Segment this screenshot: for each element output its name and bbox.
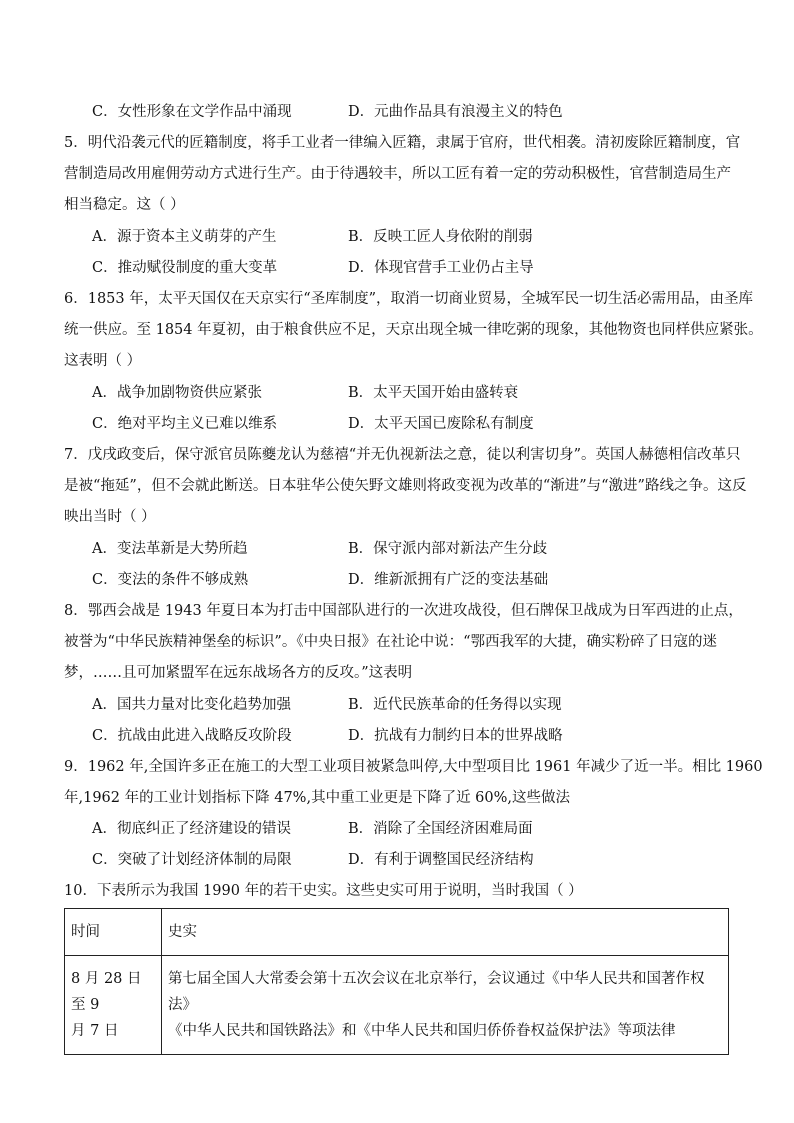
option-c: C．女性形象在文学作品中涌现 [92,104,292,120]
option-d: D．有利于调整国民经济结构 [348,852,534,868]
option-a: A．源于资本主义萌芽的产生 [92,229,277,245]
question-stem-line: 9．1962 年,全国许多正在施工的大型工业项目被紧急叫停,大中型项目比 1961 年减少了近一半。相比 1960 [64,759,763,775]
option-c: C．推动赋役制度的重大变革 [92,260,278,276]
question-stem-line: 被誉为“中华民族精神堡垒的标识”。《中央日报》在社论中说：“鄂西我军的大捷，确实粉碎了日寇的迷 [64,634,717,650]
option-c: C．变法的条件不够成熟 [92,572,249,588]
table-header-facts: 史实 [162,909,729,956]
option-a: A．国共力量对比变化趋势加强 [92,697,291,713]
cell-line: 月 7 日 [71,1023,119,1039]
cell-line: 第七届全国人大常委会第十五次会议在北京举行，会议通过《中华人民共和国著作权法》 [168,971,705,1013]
option-b: B．消除了全国经济困难局面 [348,821,533,837]
question-stem-line: 10．下表所示为我国 1990 年的若干史实。这些史实可用于说明，当时我国（ ） [64,883,583,899]
question-stem-line: 相当稳定。这（ ） [64,197,185,213]
option-c: C．突破了计划经济体制的局限 [92,852,292,868]
table-header-row [65,909,729,956]
option-a: A．战争加剧物资供应紧张 [92,385,262,401]
option-d: D．维新派拥有广泛的变法基础 [348,572,549,588]
table-header-time: 时间 [65,909,162,956]
option-b: B．反映工匠人身依附的削弱 [348,229,533,245]
history-facts-table [64,908,729,1055]
question-stem-line: 是被“拖延”，但不会就此断送。日本驻华公使矢野文雄则将政变视为改革的“渐进”与“激进”路线之争。这反 [64,478,747,494]
option-c: C．抗战由此进入战略反攻阶段 [92,728,292,744]
table-row [65,956,729,1055]
option-a: A．彻底纠正了经济建设的错误 [92,821,291,837]
table-cell-fact [162,956,729,1055]
option-c: C．绝对平均主义已难以维系 [92,416,278,432]
cell-line: 《中华人民共和国铁路法》和《中华人民共和国归侨侨眷权益保护法》等项法律 [168,1023,676,1039]
question-stem-line: 营制造局改用雇佣劳动方式进行生产。由于待遇较丰，所以工匠有着一定的劳动积极性，官营制造局生产 [64,166,731,182]
option-d: D．元曲作品具有浪漫主义的特色 [348,104,563,120]
question-stem-line: 5．明代沿袭元代的匠籍制度，将手工业者一律编入匠籍，隶属于官府，世代相袭。清初废除匠籍制度，官 [64,135,741,151]
option-b: B．保守派内部对新法产生分歧 [348,541,548,557]
option-d: D．体现官营手工业仍占主导 [348,260,534,276]
question-stem-line: 梦，……且可加紧盟军在远东战场各方的反攻。”这表明 [64,665,413,681]
question-stem-line: 8．鄂西会战是 1943 年夏日本为打击中国部队进行的一次进攻战役，但石牌保卫战成为日军西进的止点， [64,603,743,619]
question-stem-line: 映出当时（ ） [64,509,156,525]
question-stem-line: 7．戊戌政变后，保守派官员陈夔龙认为慈禧“并无仇视新法之意，徒以利害切身”。英国人赫德相信改革只 [64,447,741,463]
table-cell-time [65,956,162,1055]
cell-line: 8 月 28 日至 9 [71,971,142,1013]
option-a: A．变法革新是大势所趋 [92,541,248,557]
question-stem-line: 这表明（ ） [64,353,142,369]
option-b: B．近代民族革命的任务得以实现 [348,697,562,713]
option-d: D．抗战有力制约日本的世界战略 [348,728,563,744]
question-stem-line: 年,1962 年的工业计划指标下降 47%,其中重工业更是下降了近 60%,这些做法 [64,790,571,806]
option-b: B．太平天国开始由盛转衰 [348,385,519,401]
question-stem-line: 6．1853 年，太平天国仅在天京实行“圣库制度”，取消一切商业贸易，全城军民一切生活必需用品，由圣库 [64,291,754,307]
option-d: D．太平天国已废除私有制度 [348,416,534,432]
question-stem-line: 统一供应。至 1854 年夏初，由于粮食供应不足，天京出现全城一律吃粥的现象，其他物资也同样供应紧张。 [64,322,763,338]
